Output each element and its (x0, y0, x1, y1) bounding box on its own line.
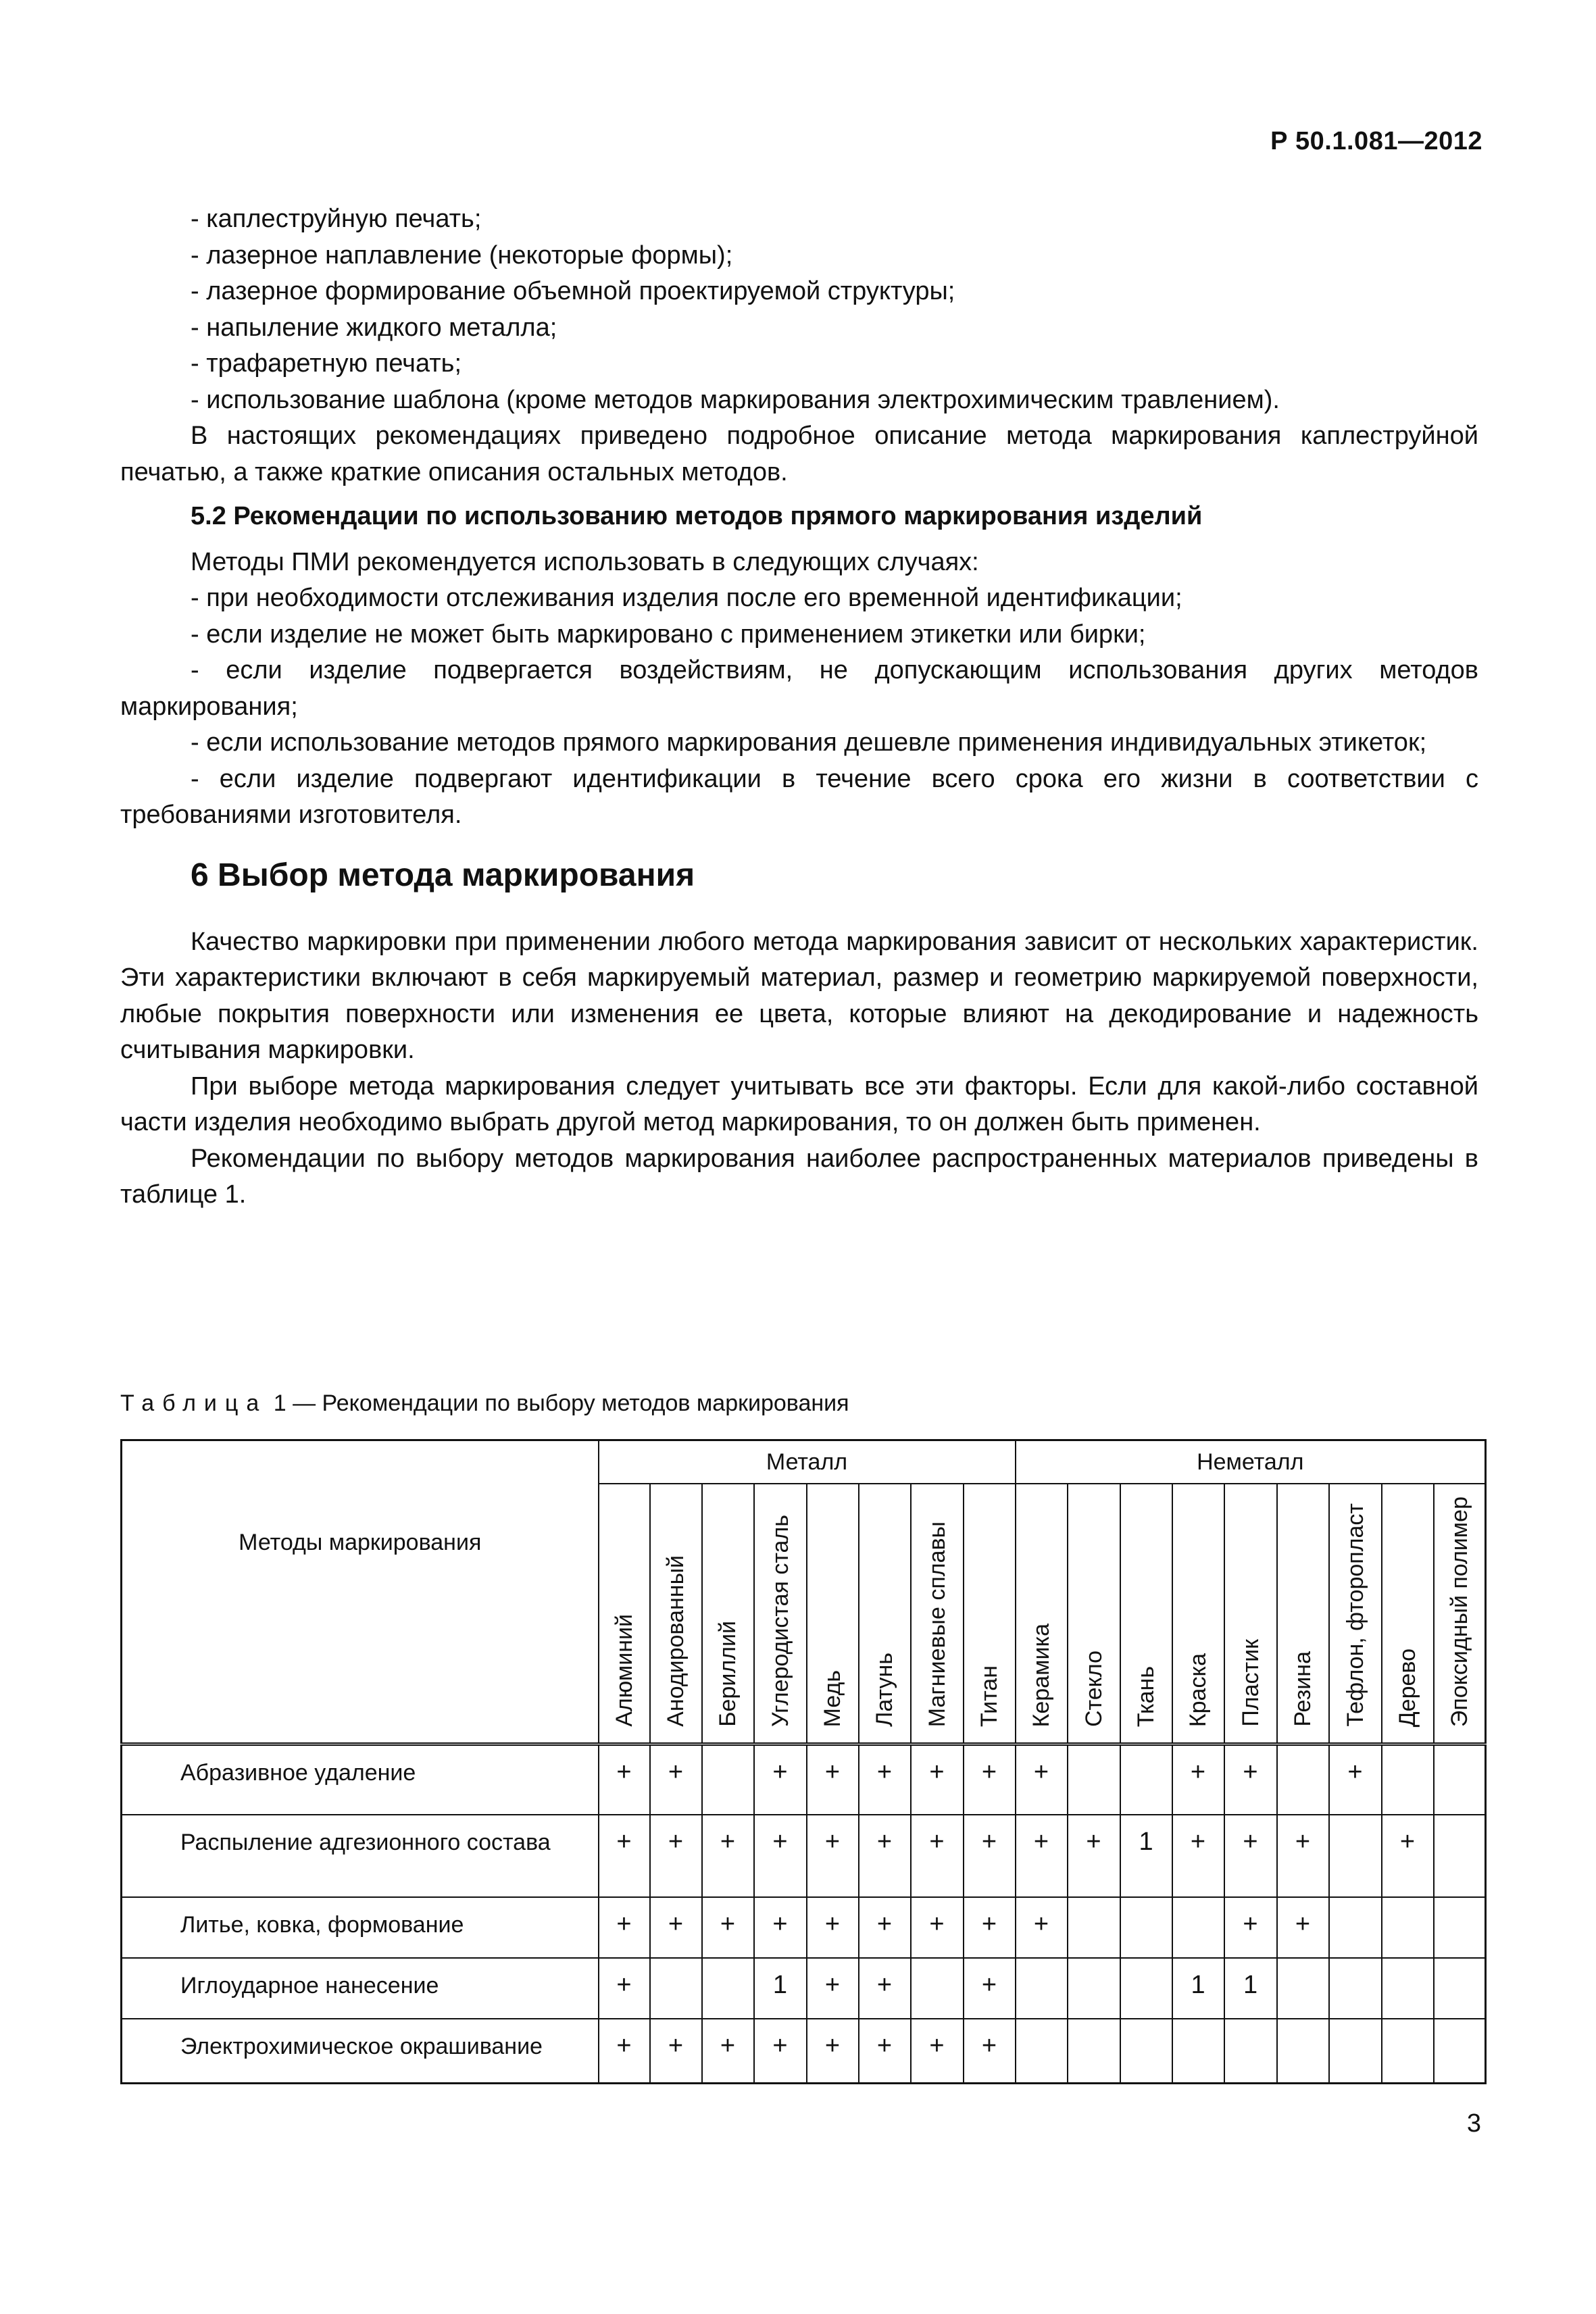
mark-cell (1382, 1958, 1434, 2019)
method-name (122, 1958, 599, 2019)
paragraph: Качество маркировки при применении любого метода маркирования зависит от нескольких характеристик. Эти характеристики включают в себя маркируемый материал, размер и геометрию маркируемой поверхности, любые покрытия поверхности или изменения ее цвета, которые влияют на декодирование и надежность считывания маркировки. (120, 927, 1478, 1064)
material-header: Резина (1277, 1484, 1329, 1744)
mark-cell (1172, 1897, 1224, 1958)
section-5-2-lead: Методы ПМИ рекомендуется использовать в следующих случаях: (191, 547, 979, 576)
mark-cell: + (1224, 1815, 1277, 1897)
mark-cell: 1 (1120, 1815, 1172, 1897)
mark-cell: + (754, 1897, 807, 1958)
mark-cell: + (807, 1958, 859, 2019)
mark-cell: + (807, 1744, 859, 1815)
mark-cell (1120, 1958, 1172, 2019)
mark-cell: + (1172, 1744, 1224, 1815)
mark-cell (1016, 2019, 1068, 2084)
mark-cell (1172, 2019, 1224, 2084)
table-caption (120, 1390, 849, 1417)
mark-cell (1277, 1744, 1329, 1815)
material-header: Эпоксидный полимер (1434, 1484, 1486, 1744)
mark-cell: + (1016, 1744, 1068, 1815)
mark-cell: + (807, 2019, 859, 2084)
material-header: Магниевые сплавы (911, 1484, 964, 1744)
table-row (122, 1815, 1486, 1897)
mark-cell: + (807, 1897, 859, 1958)
mark-cell (1277, 2019, 1329, 2084)
material-header: Ткань (1120, 1484, 1172, 1744)
material-header: Дерево (1382, 1484, 1434, 1744)
mark-cell: + (859, 1744, 911, 1815)
mark-cell: + (1016, 1897, 1068, 1958)
material-header: Анодированный (650, 1484, 702, 1744)
method-name-text: Иглоударное нанесение (180, 1972, 439, 1998)
page-number: 3 (1466, 2109, 1481, 2138)
list-item: - если изделие подвергают идентификации в течение всего срока его жизни в соответствии с требованиями изготовителя. (120, 764, 1478, 829)
mark-cell (1068, 2019, 1120, 2084)
mark-cell: + (650, 1897, 702, 1958)
material-header: Углеродистая сталь (754, 1484, 807, 1744)
list-item: - каплеструйную печать; (191, 205, 482, 233)
method-name (122, 1897, 599, 1958)
mark-cell: + (911, 2019, 964, 2084)
mark-cell: + (702, 2019, 754, 2084)
list-item: - если использование методов прямого маркирования дешевле применения индивидуальных этикеток; (191, 728, 1427, 757)
mark-cell: + (964, 1897, 1016, 1958)
mark-cell (1434, 1897, 1486, 1958)
table-row (122, 2019, 1486, 2084)
list-item: - трафаретную печать; (191, 349, 462, 378)
mark-cell (1329, 1958, 1382, 2019)
list-item: - лазерное наплавление (некоторые формы); (191, 241, 733, 270)
mark-cell: + (1329, 1744, 1382, 1815)
mark-cell: + (754, 1815, 807, 1897)
mark-cell (1434, 2019, 1486, 2084)
list-item: - использование шаблона (кроме методов маркирования электрохимическим травлением). (191, 385, 1280, 414)
mark-cell (1120, 1744, 1172, 1815)
mark-cell (1068, 1897, 1120, 1958)
mark-cell: + (964, 1815, 1016, 1897)
group-header-nonmetal: Неметалл (1016, 1440, 1486, 1484)
mark-cell (1434, 1958, 1486, 2019)
mark-cell: + (859, 1897, 911, 1958)
list-item: - напыление жидкого металла; (191, 313, 557, 342)
table-caption-text: 1 — Рекомендации по выбору методов маркирования (267, 1390, 849, 1416)
mark-cell: + (964, 2019, 1016, 2084)
mark-cell: + (650, 1744, 702, 1815)
mark-cell: + (1277, 1897, 1329, 1958)
list-item: - если изделие не может быть маркировано с применением этикетки или бирки; (191, 620, 1146, 649)
mark-cell: + (702, 1815, 754, 1897)
mark-cell: + (964, 1958, 1016, 2019)
material-header: Пластик (1224, 1484, 1277, 1744)
mark-cell: 1 (754, 1958, 807, 2019)
mark-cell (911, 1958, 964, 2019)
mark-cell: + (964, 1744, 1016, 1815)
mark-cell: + (599, 2019, 650, 2084)
method-name-text: Абразивное удаление (180, 1760, 416, 1786)
method-name-text: Распыление адгезионного состава (180, 1829, 551, 1855)
material-header: Титан (964, 1484, 1016, 1744)
table-row (122, 1897, 1486, 1958)
material-header: Стекло (1068, 1484, 1120, 1744)
methods-header: Методы маркирования (122, 1440, 599, 1744)
mark-cell (1068, 1744, 1120, 1815)
material-header: Краска (1172, 1484, 1224, 1744)
mark-cell: + (754, 2019, 807, 2084)
mark-cell: + (1277, 1815, 1329, 1897)
list-item: - если изделие подвергается воздействиям, не допускающим использования других методов маркирования; (120, 656, 1478, 721)
mark-cell: + (1172, 1815, 1224, 1897)
mark-cell: + (859, 1958, 911, 2019)
mark-cell (1329, 2019, 1382, 2084)
page-body (120, 201, 1478, 1213)
mark-cell (650, 1958, 702, 2019)
mark-cell: + (859, 2019, 911, 2084)
mark-cell (1277, 1958, 1329, 2019)
section-6-heading: 6 Выбор метода маркирования (191, 857, 695, 893)
mark-cell (1434, 1744, 1486, 1815)
mark-cell (1016, 1958, 1068, 2019)
mark-cell: + (599, 1744, 650, 1815)
material-header: Медь (807, 1484, 859, 1744)
paragraph: При выборе метода маркирования следует учитывать все эти факторы. Если для какой-либо составной части изделия необходимо выбрать другой метод маркирования, то он должен быть применен. (120, 1072, 1478, 1136)
mark-cell: + (754, 1744, 807, 1815)
mark-cell (702, 1744, 754, 1815)
material-header: Бериллий (702, 1484, 754, 1744)
material-header: Алюминий (599, 1484, 650, 1744)
section-5-2-heading: 5.2 Рекомендации по использованию методов прямого маркирования изделий (191, 502, 1203, 530)
method-name-text: Электрохимическое окрашивание (180, 2033, 543, 2059)
mark-cell: + (911, 1744, 964, 1815)
mark-cell: 1 (1172, 1958, 1224, 2019)
mark-cell: + (1224, 1744, 1277, 1815)
group-header-metal: Металл (599, 1440, 1016, 1484)
intro-paragraph: В настоящих рекомендациях приведено подробное описание метода маркирования каплеструйной печатью, а также краткие описания остальных методов. (120, 422, 1478, 486)
paragraph: Рекомендации по выбору методов маркирования наиболее распространенных материалов приведены в таблице 1. (120, 1144, 1478, 1209)
mark-cell (1329, 1897, 1382, 1958)
mark-cell: + (599, 1958, 650, 2019)
mark-cell: + (599, 1815, 650, 1897)
mark-cell (1382, 2019, 1434, 2084)
mark-cell: + (650, 2019, 702, 2084)
method-name (122, 1815, 599, 1897)
table-row (122, 1744, 1486, 1815)
mark-cell: + (911, 1897, 964, 1958)
mark-cell: + (807, 1815, 859, 1897)
table-body (122, 1744, 1486, 2084)
list-item: - при необходимости отслеживания изделия после его временной идентификации; (191, 584, 1182, 612)
document-code: Р 50.1.081—2012 (1270, 127, 1482, 155)
mark-cell: + (1382, 1815, 1434, 1897)
table-row (122, 1958, 1486, 2019)
mark-cell (1068, 1958, 1120, 2019)
mark-cell: 1 (1224, 1958, 1277, 2019)
table-caption-label: Таблица (120, 1390, 268, 1416)
mark-cell: + (1068, 1815, 1120, 1897)
mark-cell: + (650, 1815, 702, 1897)
mark-cell (1120, 1897, 1172, 1958)
mark-cell: + (702, 1897, 754, 1958)
material-header: Латунь (859, 1484, 911, 1744)
method-name (122, 2019, 599, 2084)
methods-table (120, 1439, 1487, 2084)
mark-cell (1224, 2019, 1277, 2084)
mark-cell (1382, 1744, 1434, 1815)
mark-cell: + (859, 1815, 911, 1897)
mark-cell: + (1016, 1815, 1068, 1897)
mark-cell (1329, 1815, 1382, 1897)
mark-cell (1120, 2019, 1172, 2084)
mark-cell (702, 1958, 754, 2019)
method-name-text: Литье, ковка, формование (180, 1911, 464, 1938)
mark-cell: + (911, 1815, 964, 1897)
mark-cell (1434, 1815, 1486, 1897)
material-header: Тефлон, фторопласт (1329, 1484, 1382, 1744)
mark-cell: + (599, 1897, 650, 1958)
mark-cell: + (1224, 1897, 1277, 1958)
method-name (122, 1744, 599, 1815)
mark-cell (1382, 1897, 1434, 1958)
material-header: Керамика (1016, 1484, 1068, 1744)
list-item: - лазерное формирование объемной проектируемой структуры; (191, 277, 955, 305)
